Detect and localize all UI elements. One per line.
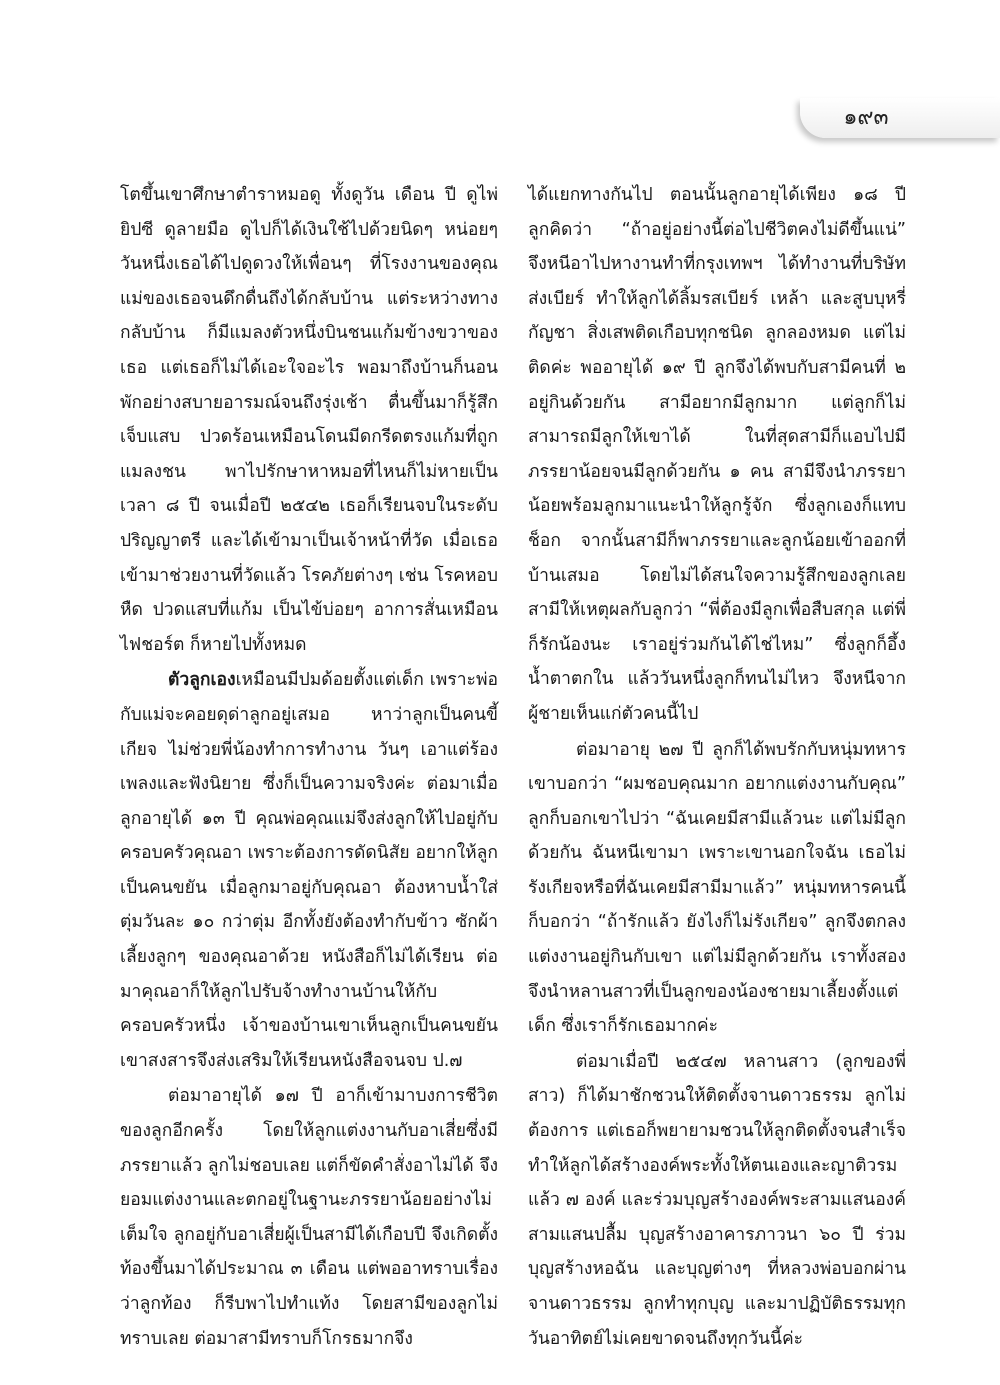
paragraph: ต่อมาเมื่อปี ๒๕๔๗ หลานสาว (ลูกของพี่สาว) ก็ได้มาชักชวนให้ติดตั้งจานดาวธรรม ลูกไม่ต้องการ แต่เธอก็พยายามชวนให้ลูกติดตั้งจนสำเร็จ ทำให้ลูกได้สร้างองค์พระทั้งให้ตนเองและญาติวรมแล้ว ๗ องค์ และร่วมบุญสร้างองค์พระสามแสนองค์ สามแสนปลื้ม บุญสร้างอาคารภาวนา ๖๐ ปี ร่วมบุญสร้างหอฉัน และบุญต่างๆ ที่หลวงพ่อบอกผ่านจานดาวธรรม ลูกทำทุกบุญ และมาปฏิบัติธรรมทุกวันอาทิตย์ไม่เคยขาดจนถึงทุกวันนี้ค่ะ — [528, 1051, 906, 1349]
page-number: ๑๙๓ — [843, 105, 889, 130]
paragraph: ต่อมาอายุได้ ๑๗ ปี อาก็เข้ามาบงการชีวิตของลูกอีกครั้ง โดยให้ลูกแต่งงานกับอาเสี่ยซึ่งมีภรรยาแล้ว ลูกไม่ชอบเลย แต่ก็ขัดคำสั่งอาไม่ได้ จึงยอมแต่งงานและตกอยู่ในฐานะภรรยาน้อยอย่างไม่เต็มใจ ลูกอยู่กับอาเสี่ยผู้เป็นสามีได้เกือบปี จึงเกิดตั้งท้องขึ้นมาได้ประมาณ ๓ เดือน แต่พออาทราบเรื่องว่าลูกท้อง ก็รีบพาไปทำแท้ง โดยสามีของลูกไม่ทราบเลย ต่อมาสามีทราบก็โกรธมากจึง — [120, 1086, 499, 1349]
paragraph: ได้แยกทางกันไป ตอนนั้นลูกอายุได้เพียง ๑๘ ปี ลูกคิดว่า “ถ้าอยู่อย่างนี้ต่อไปชีวิตคงไม่ดีขึ้นแน่” จึงหนีอาไปหางานทำที่กรุงเทพฯ ได้ทำงานที่บริษัทส่งเบียร์ ทำให้ลูกได้ลิ้มรสเบียร์ เหล้า และสูบบุหรี่ กัญชา สิ่งเสพติดเกือบทุกชนิด ลูกลองหมด แต่ไม่ติดค่ะ พออายุได้ ๑๙ ปี ลูกจึงได้พบกับสามีคนที่ ๒ อยู่กินด้วยกัน สามีอยากมีลูกมาก แต่ลูกก็ไม่สามารถมีลูกให้เขาได้ ในที่สุดสามีก็แอบไปมีภรรยาน้อยจนมีลูกด้วยกัน ๑ คน สามีจึงนำภรรยาน้อยพร้อมลูกมาแนะนำให้ลูกรู้จัก ซึ่งลูกเองก็แทบช็อก จากนั้นสามีก็พาภรรยาและลูกน้อยเข้าออกที่บ้านเสมอ โดยไม่ได้สนใจความรู้สึกของลูกเลย สามีให้เหตุผลกับลูกว่า “พี่ต้องมีลูกเพื่อสืบสกุล แต่พี่ก็รักน้องนะ เราอยู่ร่วมกันได้ไช่ไหม” ซึ่งลูกก็อึ้ง น้ำตาตกใน แล้ววันหนึ่งลูกก็ทนไม่ไหว จึงหนีจากผู้ชายเห็นแก่ตัวคนนี้ไป — [528, 185, 906, 724]
paragraph — [120, 663, 498, 1078]
paragraph-heading: ตัวลูกเอง — [168, 670, 236, 691]
paragraph-text: เหมือนมีปมด้อยตั้งแต่เด็ก เพราะพ่อกับแม่จะคอยดุด่าลูกอยู่เสมอ หาว่าลูกเป็นคนขี้เกียจ ไม่ช่วยพี่น้องทำการทำงาน วันๆ เอาแต่ร้องเพลงและฟังนิยาย ซึ่งก็เป็นความจริงค่ะ ต่อมาเมื่อลูกอายุได้ ๑๓ ปี คุณพ่อคุณแม่จึงส่งลูกให้ไปอยู่กับครอบครัวคุณอา เพราะต้องการดัดนิสัย อยากให้ลูกเป็นคนขยัน เมื่อลูกมาอยู่กับคุณอา ต้องหาบน้ำใส่ตุ่มวันละ ๑๐ กว่าตุ่ม อีกทั้งยังต้องทำกับข้าว ซักผ้า เลี้ยงลูกๆ ของคุณอาด้วย หนังสือก็ไม่ได้เรียน ต่อมาคุณอาก็ให้ลูกไปรับจ้างทำงานบ้านให้กับครอบครัวหนึ่ง เจ้าของบ้านเขาเห็นลูกเป็นคนขยัน เขาสงสารจึงส่งเสริมให้เรียนหนังสือจนจบ ป.๗ — [120, 670, 498, 1071]
page-number-tab — [800, 98, 1000, 138]
paragraph: โตขึ้นเขาศึกษาตำราหมอดู ทั้งดูวัน เดือน ปี ดูไพ่ยิปซี ดูลายมือ ดูไปก็ได้เงินใช้ไปด้วยนิดๆ หน่อยๆ วันหนึ่งเธอได้ไปดูดวงให้เพื่อนๆ ที่โรงงานของคุณแม่ของเธอจนดึกดื่นถึงได้กลับบ้าน แต่ระหว่างทางกลับบ้าน ก็มีแมลงตัวหนึ่งบินชนแก้มข้างขวาของเธอ แต่เธอก็ไม่ได้เอะใจอะไร พอมาถึงบ้านก็นอนพักอย่างสบายอารมณ์จนถึงรุ่งเช้า ตื่นขึ้นมาก็รู้สึกเจ็บแสบ ปวดร้อนเหมือนโดนมีดกรีดตรงแก้มที่ถูกแมลงชน พาไปรักษาหาหมอที่ไหนก็ไม่หายเป็นเวลา ๘ ปี จนเมื่อปี ๒๕๔๒ เธอก็เรียนจบในระดับปริญญาตรี และได้เข้ามาเป็นเจ้าหน้าที่วัด เมื่อเธอเข้ามาช่วยงานที่วัดแล้ว โรคภัยต่างๆ เช่น โรคหอบหืด ปวดแสบที่แก้ม เป็นไข้บ่อยๆ อาการสั่นเหมือนไฟชอร์ต ก็หายไปทั้งหมด — [120, 185, 498, 655]
left-column — [120, 178, 498, 1356]
right-column — [528, 178, 906, 1356]
paragraph: ต่อมาอายุ ๒๗ ปี ลูกก็ได้พบรักกับหนุ่มทหาร เขาบอกว่า “ผมชอบคุณมาก อยากแต่งงานกับคุณ” ลูกก็บอกเขาไปว่า “ฉันเคยมีสามีแล้วนะ แต่ไม่มีลูกด้วยกัน ฉันหนีเขามา เพราะเขานอกใจฉัน เธอไม่รังเกียจหรือที่ฉันเคยมีสามีมาแล้ว” หนุ่มทหารคนนี้ก็บอกว่า “ถ้ารักแล้ว ยังไงก็ไม่รังเกียจ” ลูกจึงตกลงแต่งงานอยู่กินกับเขา แต่ไม่มีลูกด้วยกัน เราทั้งสองจึงนำหลานสาวที่เป็นลูกของน้องชายมาเลี้ยงตั้งแต่เด็ก ซึ่งเราก็รักเธอมากค่ะ — [528, 739, 906, 1037]
